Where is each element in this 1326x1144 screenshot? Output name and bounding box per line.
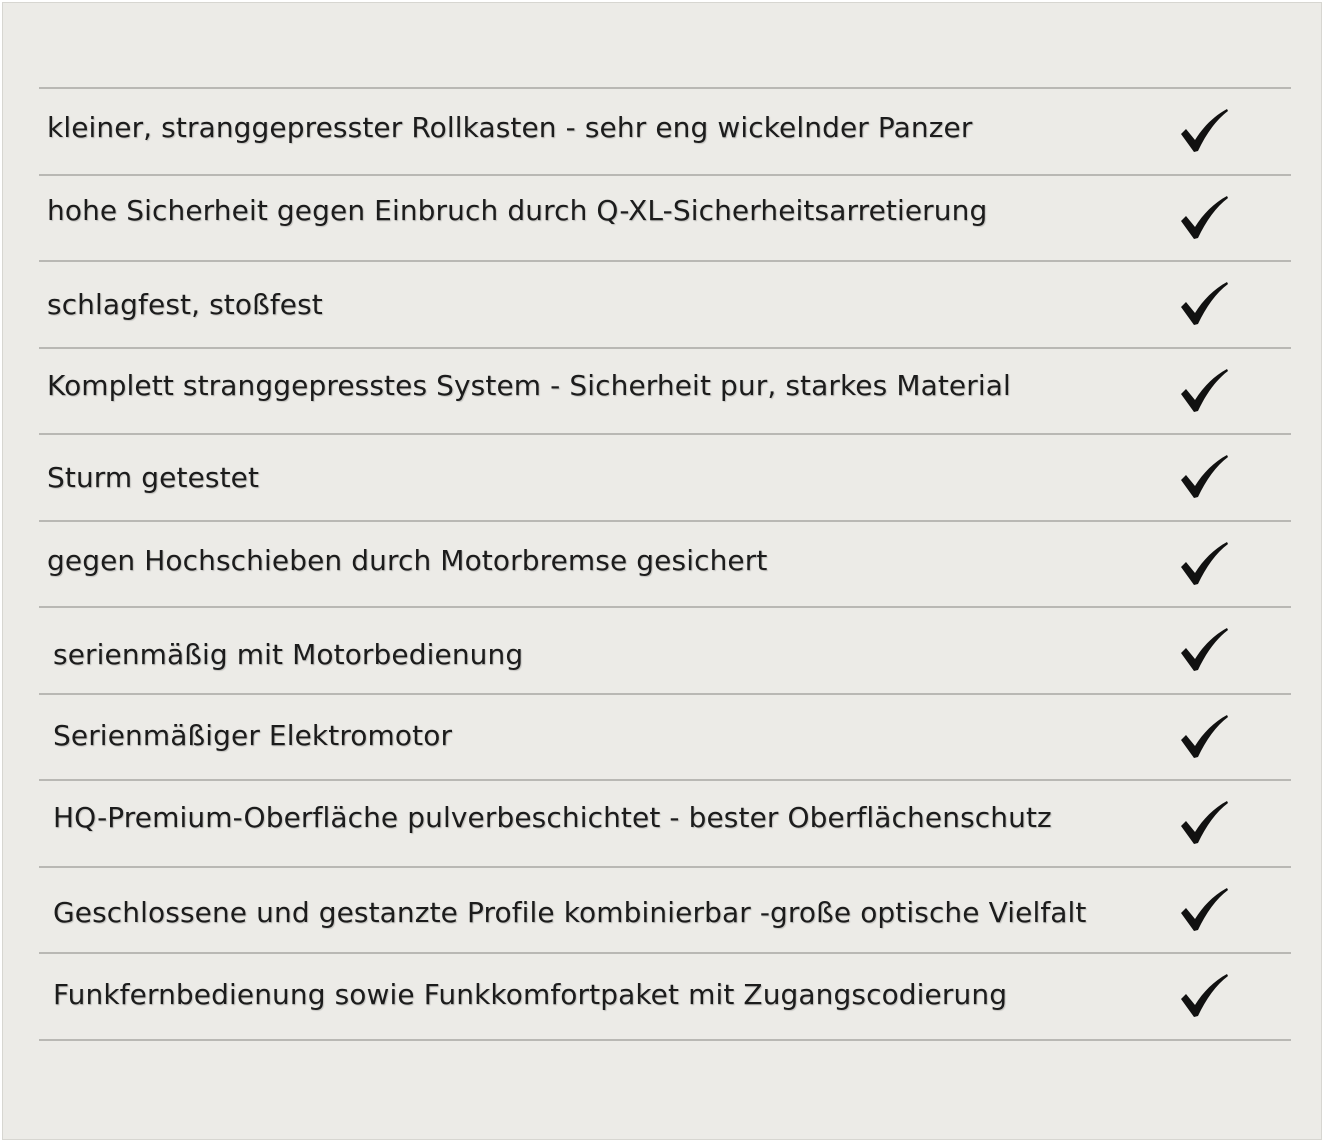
feature-label: Funkfernbedienung sowie Funkkomfortpaket mit Zugangscodierung: [53, 978, 1008, 1011]
feature-row: [39, 608, 1291, 695]
checkmark-icon: [1179, 453, 1229, 501]
feature-label: serienmäßig mit Motorbedienung: [53, 638, 524, 671]
feature-row: [39, 435, 1291, 522]
checkmark-icon: [1179, 280, 1229, 328]
feature-list: [39, 87, 1291, 1041]
checkmark-icon: [1179, 367, 1229, 415]
checkmark-icon: [1179, 972, 1229, 1020]
checkmark-icon: [1179, 713, 1229, 761]
feature-row: [39, 176, 1291, 263]
feature-label: HQ-Premium-Oberfläche pulverbeschichtet - bester Oberflächenschutz: [53, 801, 1052, 834]
feature-label: hohe Sicherheit gegen Einbruch durch Q-XL-Sicherheitsarretierung: [47, 193, 988, 227]
feature-row: [39, 695, 1291, 782]
checkmark-icon: [1179, 540, 1229, 588]
feature-row: [39, 868, 1291, 955]
feature-panel: [2, 2, 1322, 1140]
checkmark-icon: [1179, 799, 1229, 847]
feature-row: [39, 262, 1291, 349]
feature-label: schlagfest, stoßfest: [47, 288, 323, 321]
checkmark-icon: [1179, 886, 1229, 934]
feature-label: Sturm getestet: [47, 461, 260, 494]
feature-label: Komplett stranggepresstes System - Sicherheit pur, starkes Material: [47, 368, 1011, 402]
checkmark-icon: [1179, 194, 1229, 242]
checkmark-icon: [1179, 107, 1229, 155]
feature-label: Geschlossene und gestanzte Profile kombinierbar -große optische Vielfalt: [53, 895, 1087, 929]
feature-row: [39, 522, 1291, 609]
feature-row: [39, 349, 1291, 436]
feature-row: [39, 89, 1291, 176]
feature-label: Serienmäßiger Elektromotor: [53, 718, 453, 752]
checkmark-icon: [1179, 626, 1229, 674]
feature-label: kleiner, stranggepresster Rollkasten - sehr eng wickelnder Panzer: [47, 111, 973, 144]
feature-row: [39, 954, 1291, 1041]
feature-label: gegen Hochschieben durch Motorbremse gesichert: [47, 543, 768, 577]
feature-row: [39, 781, 1291, 868]
